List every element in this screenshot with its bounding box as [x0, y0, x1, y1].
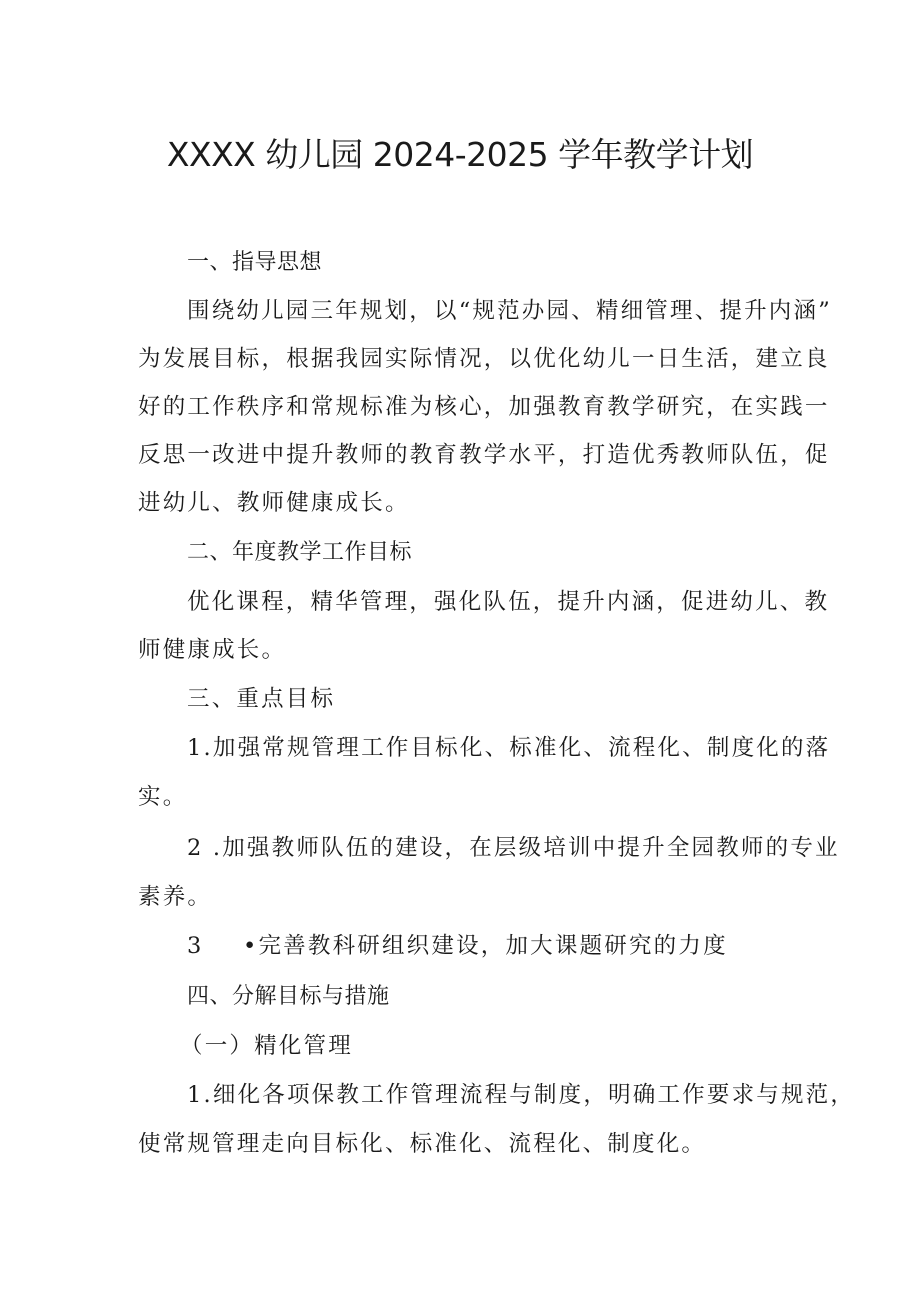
paragraph-line: 进幼儿、教师健康成长。	[138, 490, 410, 516]
list-item-line: 1.加强常规管理工作目标化、标准化、流程化、制度化的落	[187, 735, 831, 761]
paragraph-line: 优化课程，精华管理，强化队伍，提升内涵，促进幼儿、教	[187, 589, 830, 615]
list-item-line: 2 .加强教师队伍的建设，在层级培训中提升全园教师的专业	[187, 835, 840, 861]
section-heading-guiding-ideology: 一、指导思想	[187, 250, 323, 275]
subsection-heading-management: （一）精化管理	[180, 1033, 353, 1059]
section-heading-measures: 四、分解目标与措施	[187, 984, 390, 1009]
list-item-line: 1.细化各项保教工作管理流程与制度，明确工作要求与规范，	[187, 1082, 856, 1108]
list-item-line: 使常规管理走向目标化、标准化、流程化、制度化。	[138, 1131, 707, 1157]
section-heading-key-goals: 三、重点目标	[187, 686, 336, 712]
paragraph-line: 好的工作秩序和常规标准为核心，加强教育教学研究，在实践一	[138, 394, 830, 420]
list-item-line: •完善教科研组织建设，加大课题研究的力度	[243, 933, 728, 959]
paragraph-line: 师健康成长。	[138, 637, 287, 663]
list-item-line: 素养。	[138, 884, 213, 910]
list-item-line: 实。	[138, 784, 188, 810]
section-heading-annual-goals: 二、年度教学工作目标	[187, 540, 413, 565]
paragraph-line: 围绕幼儿园三年规划，以“规范办园、精细管理、提升内涵”	[187, 298, 832, 324]
list-item-number: 3	[187, 933, 204, 959]
document-title: XXXX 幼儿园 2024-2025 学年教学计划	[166, 135, 754, 174]
paragraph-line: 反思一改进中提升教师的教育教学水平，打造优秀教师队伍，促	[138, 442, 830, 468]
paragraph-line: 为发展目标，根据我园实际情况，以优化幼儿一日生活，建立良	[138, 346, 830, 372]
